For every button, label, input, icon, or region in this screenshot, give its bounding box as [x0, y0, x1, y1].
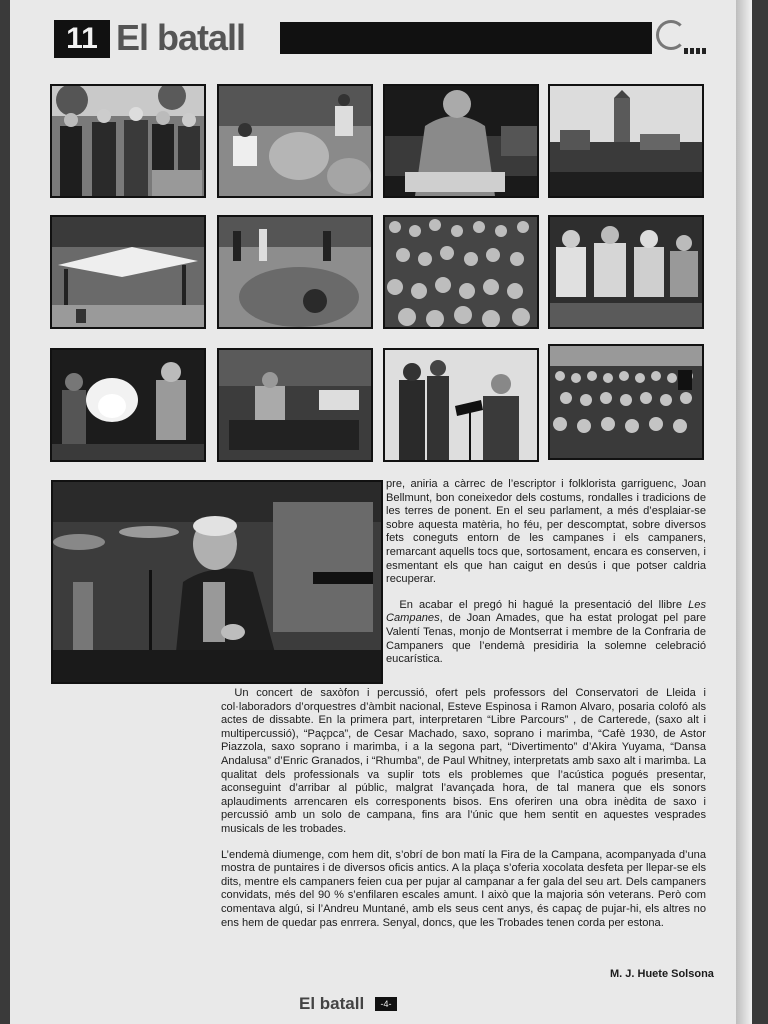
photo-large-audience	[548, 344, 704, 460]
photo-concert-singers	[383, 348, 539, 462]
footer-title: El batall	[299, 994, 365, 1013]
photo-speaker-lectern	[51, 480, 383, 684]
article-paragraph-3: Un concert de saxòfon i percussió, ofert pels professors del Conservatori de Lleida i col·laboradors d’orquestres d’àmbit nacional, Esteve Espinosa i Ramon Alvaro, posaria colofó als actes de dissabte. En la primera part, interpretaren “Libre Parcours” , de Carterede, (saxo alt i multipercussió), “Paçpca”, de Cesar Machado, saxo, soprano i marimba, “Cafè 1930, de Astor Piazzola, saxo soprano i marimba, i a la segona part, “Divertimento” d’Akira Yuyama, “Dansa Andalusa” d’Enric Granados, i “Rhumba”, de Paul Whitney, interpretats amb saxo alt i marimba. La qualitat dels professionals va suplir tots els problemes que l’acústica pogués presentar, aconseguint d’arribar al públic, malgrat l’avançada hora, de tal manera que els sonors aplaudiments arrencaren els corresponents bisos. Ens oferiren una obra inèdita de saxo i percussió amb un solo de campana, fins ara l’únic que hem sentit en aquestes vesprades musicals de les trobades.	[221, 687, 706, 835]
magazine-page	[10, 0, 752, 1024]
publisher-logo	[656, 20, 710, 56]
article-column-lower	[221, 687, 706, 942]
photo-planting-tree	[217, 84, 373, 198]
article-paragraph-4: L’endemà diumenge, com hem dit, s’obrí de bon matí la Fira de la Campana, acompanyada d’una mostra de puntaires i de diversos oficis antics. A la plaça s’oferia xocolata desfeta per llepar-se els dits, mentre els campaners feien cua per pujar al campanar a fer gala del seu art. Dels campaners convidats, més del 90 % s’enfilaren escales amunt. I això que la majoria són veterans. Però com comentava algú, si l’Andreu Muntané, amb els seus cent anys, és capaç de pujar-hi, els altres no ens hem de quedar pas enrrera. Senyal, doncs, que les Trobades tenen corda per estona.	[221, 848, 706, 929]
article-paragraph-2: En acabar el pregó hi hagué la presentació del llibre Les Campanes, de Joan Amades, que ha estat prologat pel pare Valentí Tenas, monjo de Montserrat i membre de la Confraria de Campaners que l’endemà presidiria la solemne celebració eucarística.	[386, 598, 706, 666]
logo-circle-icon	[656, 20, 686, 50]
header-bar	[280, 22, 652, 54]
issue-number: 11	[54, 20, 110, 58]
photo-pavilion-park	[50, 215, 206, 329]
page-edge	[736, 0, 752, 1024]
magazine-title: El batall	[116, 17, 246, 58]
page-number: -4-	[375, 997, 397, 1011]
photo-workshop	[217, 348, 373, 462]
article-paragraph-1: pre, aniria a càrrec de l’escriptor i folklorista garriguenc, Joan Bellmunt, bon coneixedor dels costums, rondalles i tradicions de les terres de ponent. En el seu parlament, a més d’esplaiar-se sobre aquesta matèria, ho féu, per descomptat, sobre diversos fets coneguts entorn de les campanes i els campaners, remarcant aquells tocs que, sortosament, encara es conserven, i esmentant els que han caigut en desús i que potser caldria recuperar.	[386, 478, 706, 586]
photo-crowd-audience	[383, 215, 539, 329]
photo-man-at-table	[383, 84, 539, 198]
photo-blacksmith-fire	[50, 348, 206, 462]
logo-stripes	[684, 48, 708, 54]
photo-group-portrait	[50, 84, 206, 198]
article-column-right	[386, 478, 706, 679]
author-signature: M. J. Huete Solsona	[610, 968, 714, 980]
page-footer	[299, 994, 409, 1014]
photo-children-seated	[548, 215, 704, 329]
photo-planting-ceremony	[217, 215, 373, 329]
book-title: Les Campanes	[386, 598, 706, 625]
photo-town-bell-tower	[548, 84, 704, 198]
